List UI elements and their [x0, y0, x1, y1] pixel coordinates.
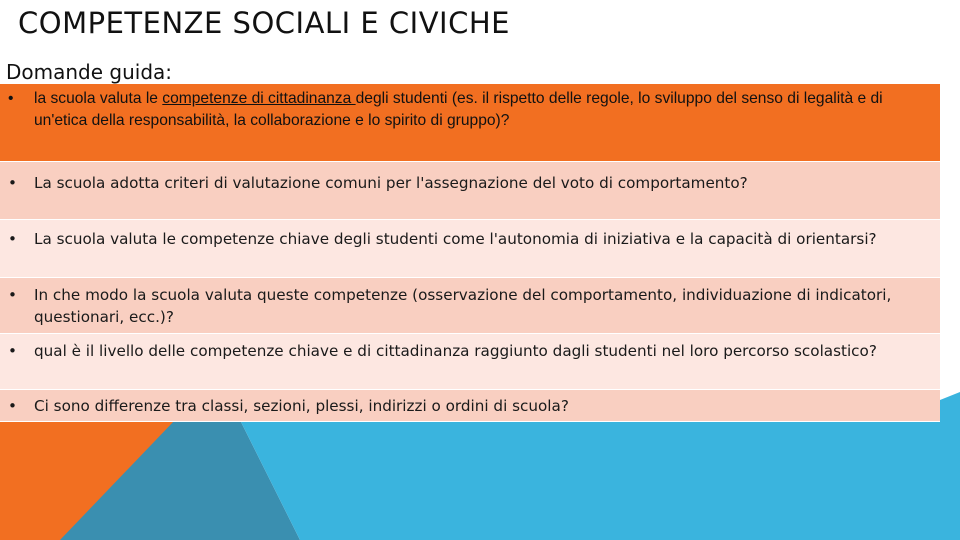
question-text	[34, 88, 930, 132]
table-row	[0, 162, 940, 220]
table-row	[0, 334, 940, 390]
question-text: qual è il livello delle competenze chiave e di cittadinanza raggiunto dagli studenti nel loro percorso scolastico?	[34, 342, 877, 360]
question-text-part: la scuola valuta le	[34, 90, 163, 107]
question-underlined-text: competenze di cittadinanza	[162, 90, 356, 107]
table-row	[0, 84, 940, 162]
table-row	[0, 390, 940, 422]
bullet: •	[8, 286, 17, 304]
slide-title: COMPETENZE SOCIALI E CIVICHE	[18, 6, 510, 40]
table-row	[0, 278, 940, 334]
question-text: La scuola adotta criteri di valutazione comuni per l'assegnazione del voto di comportamento?	[34, 174, 748, 192]
question-text: La scuola valuta le competenze chiave degli studenti come l'autonomia di iniziativa e la capacità di orientarsi?	[34, 230, 877, 248]
question-text-part: degli studenti (es. il rispetto delle regole, lo sviluppo del senso di legalità e di un'etica della responsabilità, la collaborazione e lo spirito di gruppo)?	[34, 90, 883, 129]
table-row	[0, 220, 940, 278]
bullet: •	[8, 174, 17, 192]
question-text: In che modo la scuola valuta queste competenze (osservazione del comportamento, individuazione di indicatori, questionari, ecc.)?	[34, 286, 892, 326]
bullet: •	[8, 397, 17, 415]
bullet: •	[8, 90, 14, 107]
bullet: •	[8, 342, 17, 360]
question-text: Ci sono differenze tra classi, sezioni, plessi, indirizzi o ordini di scuola?	[34, 397, 569, 415]
bullet: •	[8, 230, 17, 248]
slide-subtitle: Domande guida:	[6, 60, 173, 84]
